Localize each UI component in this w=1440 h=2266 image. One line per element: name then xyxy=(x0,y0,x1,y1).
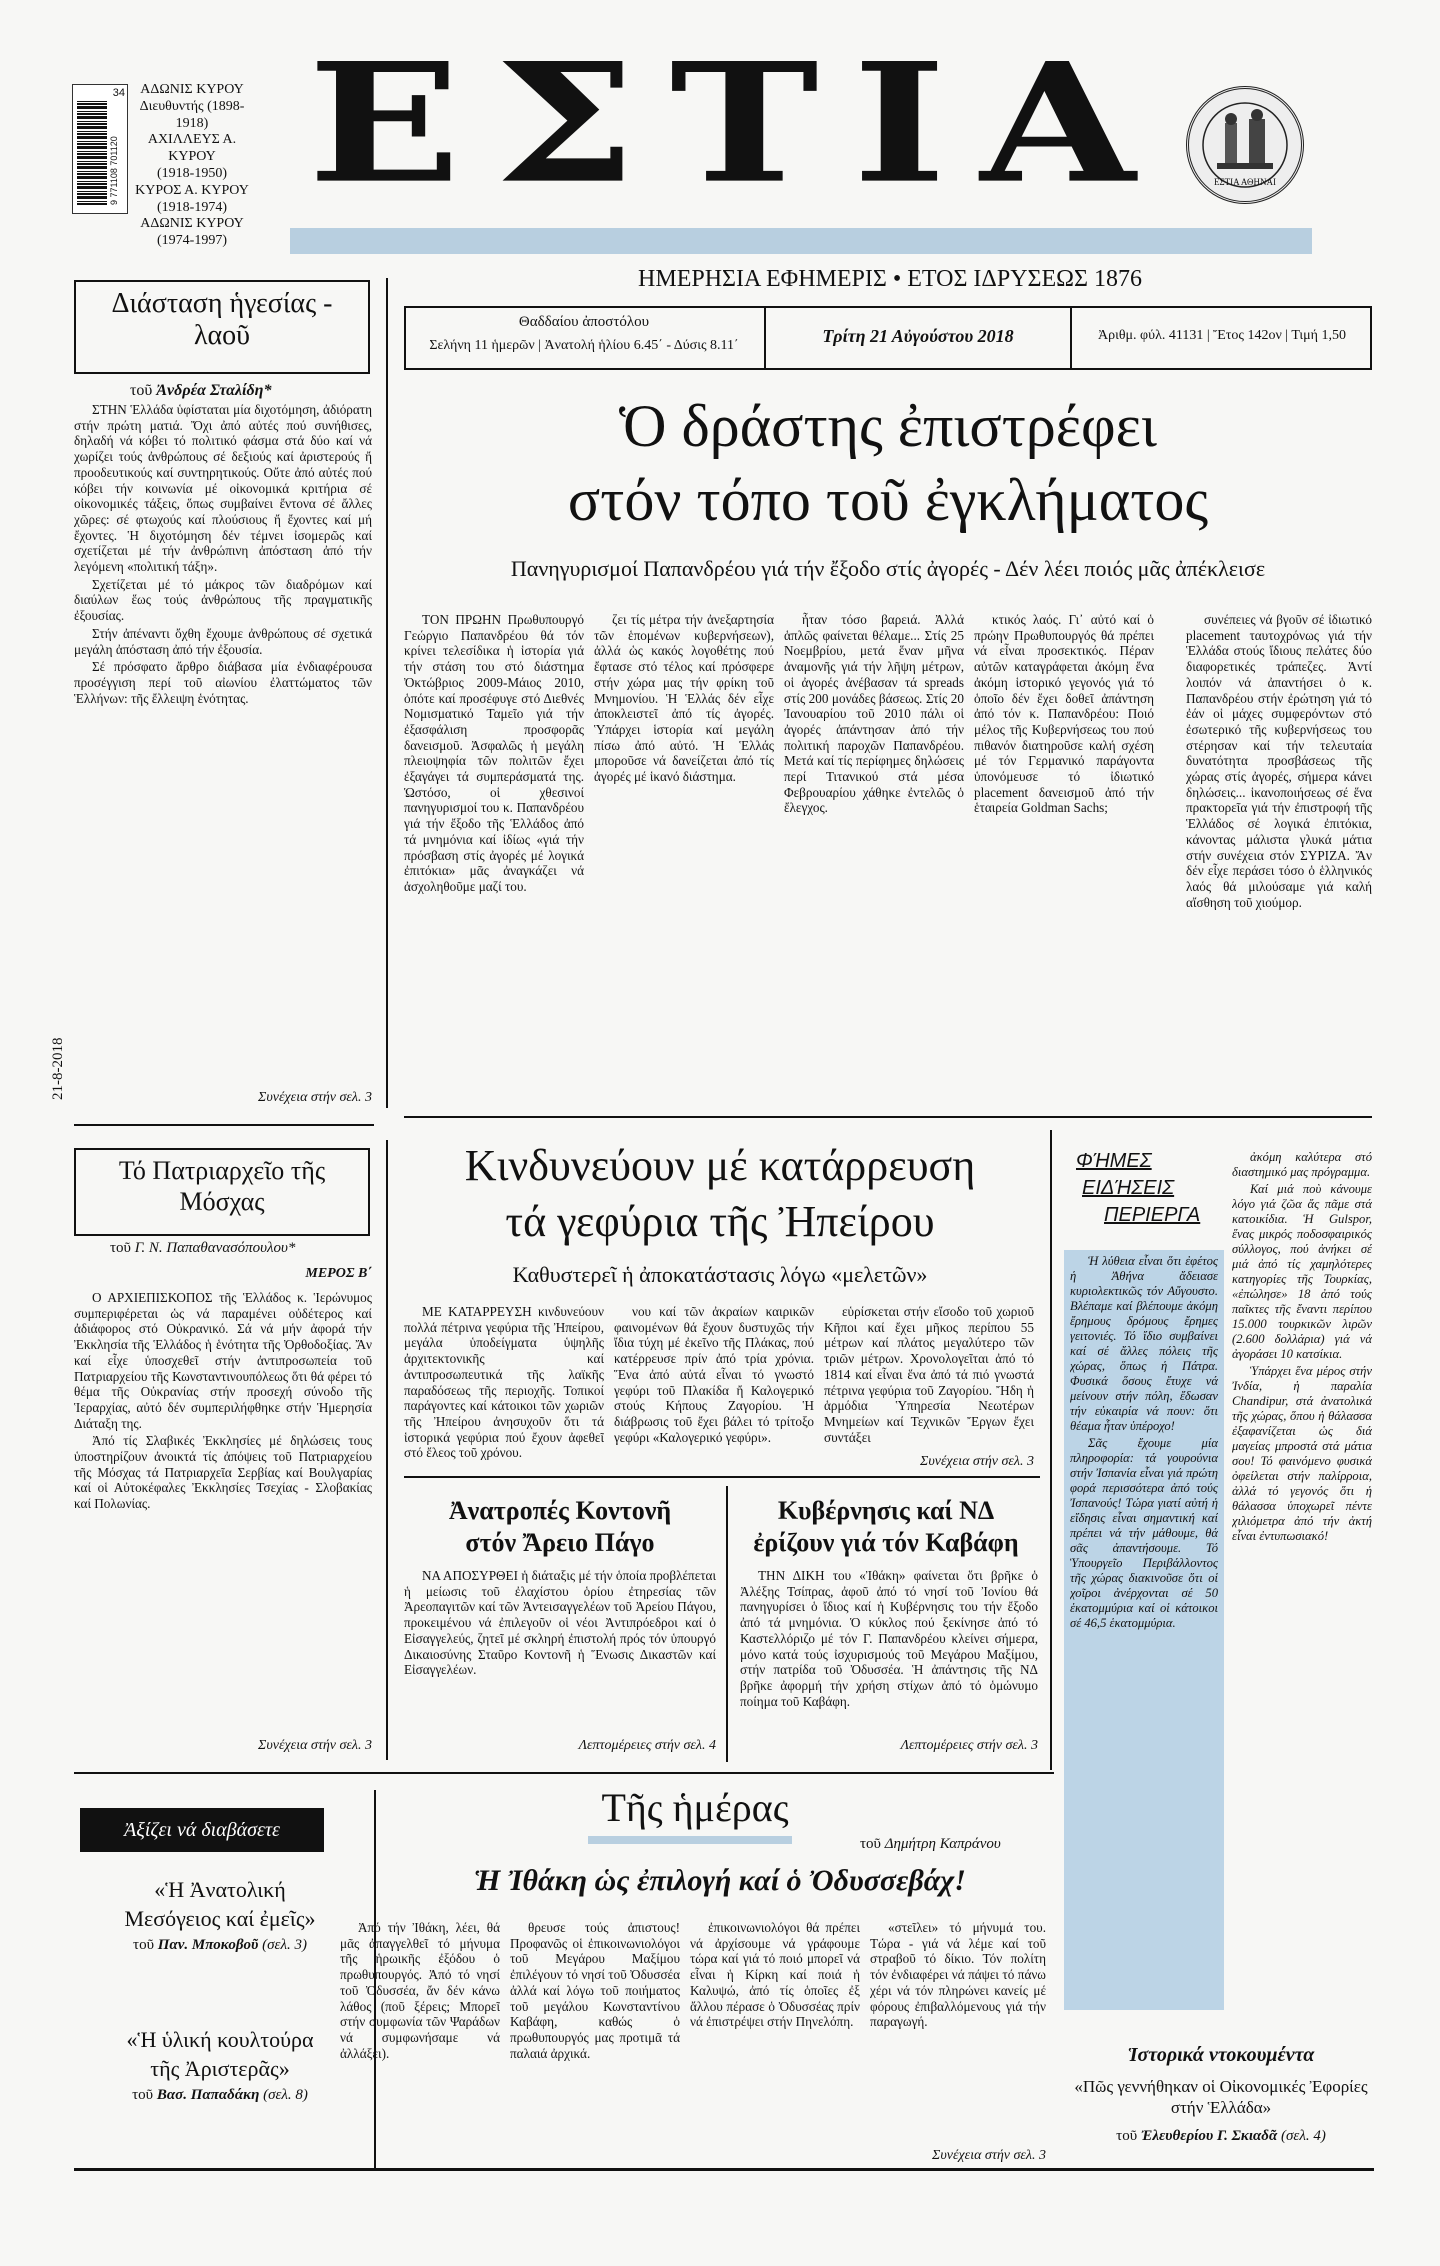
paragraph: Στήν ἀπέναντι ὄχθη ἔχουμε ἀνθρώπους σέ σχετικά μεγάλη ἀπόσταση ἀπό τήν ἐξουσία. xyxy=(74,625,372,657)
masthead-subtitle: ΗΜΕΡΗΣΙΑ ΕΦΗΜΕΡΙΣ • ΕΤΟΣ ΙΔΡΥΣΕΩΣ 1876 xyxy=(638,266,1142,292)
barcode-bars xyxy=(77,101,107,205)
paragraph: εὑρίσκεται στήν εἴσοδο τοῦ χωριοῦ Κῆποι καί ἔχει μῆκος περίπου 55 μέτρων καί πλάτος μεγαλύτερο τῶν τριῶν μέτρων. Χρονολογεῖται ἀπό τό 1814 καί εἶναι ἕνα ἀπό τά πιό γνωστά πέτρινα γεφύρια τοῦ Ζαγορίου. Ἤδη ἡ ἁρμόδια Ὑπηρεσία Νεωτέρων Μνημείων καί Τεχνικῶν Ἔργων ἔχει συντάξει xyxy=(824,1304,1034,1445)
kontoni-continued-link[interactable]: Λεπτομέρειες στήν σελ. 4 xyxy=(578,1738,716,1753)
column-divider xyxy=(386,1140,388,1760)
founder-line: (1918-1950) xyxy=(157,165,227,181)
kontoni-headline-line2: στόν Ἄρειο Πάγο xyxy=(465,1528,655,1557)
barcode-number: 9 771108 701120 xyxy=(109,136,119,205)
kavafi-headline-line2: ἐρίζουν γιά τόν Καβάφη xyxy=(753,1528,1019,1557)
rumors-right-text xyxy=(1232,1150,1372,2020)
worth-reading-label: Ἀξίζει νά διαβάσετε xyxy=(124,1819,280,1841)
bridges-column-1 xyxy=(404,1304,604,1464)
patriarchate-body xyxy=(74,1290,372,1730)
founder-line: ΑΔΩΝΙΣ ΚΥΡΟΥ xyxy=(140,82,244,97)
op-ed-title-box xyxy=(74,280,370,374)
section-rule xyxy=(404,1116,1372,1118)
lead-headline-line2: στόν τόπο τοῦ ἐγκλήματος xyxy=(567,467,1209,533)
barcode xyxy=(72,84,128,214)
lead-subhead: Πανηγυρισμοί Παπανδρέου γιά τήν ἔξοδο στίς ἀγορές - Δέν λέει ποιός μᾶς ἀπέκλεισε xyxy=(510,556,1266,581)
op-ed-title: Διάσταση ἡγεσίας - λαοῦ xyxy=(111,288,333,352)
tis-imeras-byline: τοῦ Δημήτρη Καπράνου xyxy=(860,1836,1001,1852)
paragraph: ἦταν τόσο βαρειά. Ἀλλά ἁπλῶς φαίνεται θέλαμε... Στίς 25 Νοεμβρίου, μετά ἕναν μῆνα ἀναμονῆς γιά τήν λῆψη μέτρων, οἱ ἀγορές ἀνέβασαν τά spreads στίς 200 μονάδες βάσεως. Στίς 20 Ἰανουαρίου τοῦ 2010 πάλι οἱ ἀγορές ἀπάντησαν ἀπό τήν πολιτική παροχῶν Παπανδρέου. Μετά καί τίς περίφημες δηλώσεις περί Τιτανικού στά μέσα Φεβρουαρίου χάθηκε ἐντελῶς ὁ ἔλεγχος. xyxy=(784,612,964,816)
issue-number: Ἀριθμ. φύλ. 41131 | Ἔτος 142ον | Τιμή 1,50 xyxy=(1097,328,1347,343)
paragraph: συνέπειες νά βγοῦν σέ ἰδιωτικό placement ταυτοχρόνως γιά τήν Ἑλλάδα στούς ἴδιους πελάτες δύο διαφορετικές τράπεζες. Ἀντί λοιπόν νά ἀπαντήσει ὁ κ. Παπανδρέου στήν ἐρώτηση γιά τό ἐάν οἱ μάχες συμφερόντων στό ἐσωτερικό τῆς κυβερνήσεως του στέρησαν καί τήν τελευταία δυνατότητα προσβάσεως τῆς χώρας στίς ἀγορές, σήμερα κάνει δηλώσεις... ἱκανοποιήσεως σέ ἕνα πρακτορεῖα γιά τήν ἐπιστροφή τῆς Ἑλλάδος σέ λογικά ἐπιτόκια, κάνοντας μάλιστα γλυκά μάτια στήν συνέχεια στόν ΣΥΡΙΖΑ. Ἄν δέν εἶχε περάσει τόσο ὁ ἑλληνικός λαός θά μιλούσαμε γιά καλή αἴσθηση τοῦ χιούμορ. xyxy=(1186,612,1372,910)
op-ed-author: Ἀνδρέα Σταλίδη* xyxy=(156,382,272,399)
tis-imeras-column-3 xyxy=(690,1920,860,2160)
founder-line: ΑΔΩΝΙΣ ΚΥΡΟΥ xyxy=(140,216,244,232)
paragraph: Ο ΑΡΧΙΕΠΙΣΚΟΠΟΣ τῆς Ἑλλάδος κ. Ἱερώνυμος συμπεριφέρεται ὡς νά παραμένει οὐδέτερος καί ἀδιάφορος στό Οὐκρανικό. Σά νά μήν ἀφορά τήν Ἐκκλησία τῆς Ἑλλάδος ἡ ἑνότητα τῆς Ὀρθοδοξίας. Ἄν καί εἶχε ὑποσχεθεῖ στήν ἀντιπροσωπεία τοῦ Πατριαρχείου τῆς Κωνσταντινουπόλεως ὅτι θά φέρει τό θέμα τῆς Οὐκρανίας στήν προσεχή σύνοδο τῆς Ἱεραρχίας, αὐτό δέν συμπεριλήφθηκε στήν Ἡμερησία Διάταξη της. xyxy=(74,1290,372,1431)
bridges-column-3 xyxy=(824,1304,1034,1450)
article-byline: τοῦ Βασ. Παπαδάκη (σελ. 8) xyxy=(132,2087,308,2104)
worth-reading-item-1[interactable] xyxy=(80,1876,360,1954)
tis-imeras-column-1 xyxy=(340,1920,500,2160)
lead-column-1 xyxy=(404,612,584,1102)
lead-headline-line1: Ὁ δράστης ἐπιστρέφει xyxy=(619,393,1157,459)
rumors-title-2: ΕΙΔΉΣΕΙΣ xyxy=(1082,1177,1175,1199)
article-title: «Ἡ Ἀνατολική Μεσόγειος καί ἐμεῖς» xyxy=(124,1877,316,1931)
lead-column-4 xyxy=(974,612,1154,1102)
tis-imeras-label: Τῆς ἡμέρας xyxy=(601,1785,789,1830)
patriarchate-title: Τό Πατριαρχεῖο τῆς Μόσχας xyxy=(118,1156,326,1216)
section-rule xyxy=(74,1772,1054,1774)
masthead-title: ΕΣΤΙΑ xyxy=(308,27,1170,220)
paragraph: ΤΗΝ ΔΙΚΗ του «Ἰθάκη» φαίνεται ὅτι βρῆκε ὁ Ἀλέξης Τσίπρας, ἀφοῦ ἀπό τό νησί τοῦ Ἰονίου θά πανηγυρίσει ὁ ἴδιος καί ἡ Κυβέρνησις του τήν ἔξοδο ἀπό τά μνημόνια. Ὁ κύκλος πού ξεκίνησε ἀπό τό Καστελλόριζο μέ τόν Γ. Παπανδρέου κλείνει σήμερα, μόνο κατά τούς ἰσχυρισμούς τοῦ Μεγάρου Μαξίμου, στήν πατρίδα τοῦ Ὀδυσσέα. Ἡ ἀπάντησις τῆς ΝΔ βρῆκε ἀφορμή τήν χρήση στίχων ἀπό τό ὁμώνυμο ποίημα τοῦ Καβάφη. xyxy=(740,1568,1038,1709)
column-divider xyxy=(726,1486,728,1762)
date-vertical: 21-8-2018 xyxy=(50,1037,66,1100)
moon-sun-times: Σελήνη 11 ἡμερῶν | Ἀνατολή ἡλίου 6.45΄ - Δύσις 8.11΄ xyxy=(429,338,739,353)
paragraph: Σέ πρόσφατο ἄρθρο διάβασα μία ἐνδιαφέρουσα προσέγγιση περί τοῦ αἰωνίου ἐλαττώματος τῶν Ἑλλήνων: τῆς ἔλλειψη ἑνότητας. xyxy=(74,659,372,706)
masthead-blue-band xyxy=(290,228,1312,254)
section-rule xyxy=(74,1124,374,1126)
section-rule xyxy=(404,1476,1040,1478)
bridges-headline-line1: Κινδυνεύουν μέ κατάρρευση xyxy=(464,1141,976,1190)
tis-imeras-column-2 xyxy=(510,1920,680,2160)
info-box xyxy=(404,306,1372,370)
rumors-titles xyxy=(1064,1150,1224,1227)
article-byline: τοῦ Παν. Μποκοβοῦ (σελ. 3) xyxy=(133,1937,307,1954)
paragraph: ΝΑ ΑΠΟΣΥΡΘΕΙ ἡ διάταξις μέ τήν ὁποία προβλέπεται ἡ μείωσις τοῦ ἐλαχίστου ὁρίου ἐτηρεσίας τῶν Ἀρεοπαγιτῶν καί τῶν Ἀντεισαγγελέων τοῦ Ἀρείου Πάγου, προκειμένου νά ἐπιλεγοῦν οἱ νέοι Ἀντιπρόεδροι καί ὁ Εἰσαγγελεύς, ζητεῖ μέ σκληρή ἐπιστολή πρός τόν ὑπουργό Δικαιοσύνης Σταῦρο Κοντονῆ ἡ Ἕνωσις Δικαστῶν καί Εἰσαγγελέων. xyxy=(404,1568,716,1678)
tis-imeras-continued-link[interactable]: Συνέχεια στήν σελ. 3 xyxy=(932,2148,1046,2163)
paragraph: «στεῖλει» τό μήνυμά του. Τώρα - γιά νά λέμε καί τοῦ στραβοῦ τό δίκιο. Τόν πολίτη τόν ἐνδιαφέρει νά πάψει τό πάνω χέρι νά τόν πληρώνει κανείς μέ φόρους ἐπιβαλλόμενους γιά τήν παραγωγή. xyxy=(870,1920,1046,2030)
kavafi-continued-link[interactable]: Λεπτομέρειες στήν σελ. 3 xyxy=(900,1738,1038,1753)
op-ed-body xyxy=(74,402,372,1082)
masthead-seal xyxy=(1186,86,1304,204)
rumor-item: Ἡ λύθεια εἶναι ὅτι ἐφέτος ἡ Ἀθήνα ἄδειασε κυριολεκτικῶς τόν Αὔγουστο. Βλέπαμε καί βλέπουμε ἀκόμη ἔρημους δρόμους ἔρημες γειτονιές. Τό ἴδιο συμβαίνει καί σέ ἄλλες πόλεις τῆς χώρας, ὅπως ἡ Πάτρα. Φυσικά ὅσους ἔτυχε νά μείνουν στήν πόλη, ἔδωσαν τήν εὐκαιρία νά πουν: ὅτι θέαμα ἦταν ὑπέροχο! xyxy=(1070,1254,1218,1433)
bridges-headline-line2: τά γεφύρια τῆς Ἠπείρου xyxy=(505,1197,935,1246)
bridges-column-2 xyxy=(614,1304,814,1464)
lead-column-5 xyxy=(1186,612,1372,1102)
paragraph: Ἀπό τήν Ἰθάκη, λέει, θά μᾶς ἀπαγγελθεῖ τό μήνυμα τῆς ἡρωικῆς ἐξόδου ὁ πρωθυπουργός. Ἀπό τό νησί τοῦ Ὀδυσσέα, ἄν δέν κάνω λάθος (ποῦ ξέρεις; Μπορεῖ στήν συμφωνία τῶν Ψαράδων νά συμφωνήσαμε νά ἀλλάξει). xyxy=(340,1920,500,2061)
kavafi-body xyxy=(740,1568,1038,1732)
paragraph: Ἀπό τίς Σλαβικές Ἐκκλησίες μέ δηλώσεις τους ὑποστηρίζουν ἀνοικτά τίς ἀπόψεις τοῦ Πατριαρχείου τῆς Μόσχας τά Πατριαρχεῖα Σερβίας καί Βουλγαρίας καί οἱ Αὐτοκέφαλες Ἐκκλησίες Τσεχίας - Σλοβακίας καί Πολωνίας. xyxy=(74,1433,372,1512)
paragraph: κτικός λαός. Γι᾽ αὐτό καί ὁ πρώην Πρωθυπουργός θά πρέπει νά εἶναι προσεκτικός. Πέραν αὐτῶν καταγράφεται ἀκόμη ἕνα ἀκόμη ἱστορικό γεγονός γιά τό ὁποῖο δέν ἔχει δοθεῖ ἀπάντηση ἀπό τόν κ. Παπανδρέου: Ποιό μέλος τῆς Κυβερνήσεως του πού πιθανόν διατηροῦσε καλή σχέση μέ τόν Γερμανικό παράγοντα ὑπονόμευσε τό ἰδιωτικό placement δανεισμοῦ ἀπό τήν ἑταιρεία Goldman Sachs; xyxy=(974,612,1154,816)
column-divider xyxy=(1050,1130,1052,1770)
founder-line: ΑΧΙΛΛΕΥΣ Α. ΚΥΡΟΥ xyxy=(147,132,237,165)
paragraph: Σχετίζεται μέ τό μάκρος τῶν διαδρόμων καί διαύλων ἕως τούς ἀνθρώπους τῆς πραγματικῆς ἐξουσίας. xyxy=(74,576,372,624)
kavafi-headline-line1: Κυβέρνησις καί ΝΔ xyxy=(777,1496,995,1525)
rumor-item: Σᾶς ἔχουμε μία πληροφορία: τά γουρούνια στήν Ἰσπανία εἶναι γιά πρώτη φορά περισσότερα ἀπό τούς Ἰσπανούς! Τώρα γιατί αὐτή ἡ εἴδησις εἶναι σημαντική καί πρέπει νά τήν μάθουμε, θά σᾶς ἀπαντήσουμε. Τό Ὑπουργεῖο Περιβάλλοντος τῆς χώρας διακινοῦσε ὅτι οἱ χοῖροι ἀνέρχονται σέ 50 ἑκατομμύρια καί οἱ κάτοικοι σέ 46,5 ἑκατομμύρια. xyxy=(1070,1435,1218,1630)
paragraph: ΣΤΗΝ Ἑλλάδα ὑφίσταται μία διχοτόμηση, ἀδιόρατη στήν πρώτη ματιά. Ὄχι ἀπό αὐτές πού συνήθισες, δηλαδή νά κόβει τό πολιτικό φάσμα στά δύο καί νά χωρίζει τούς ἀνθρώπους σέ δεξιούς καί ἀριστερούς ἤ προοδευτικούς καί συντηρητικούς. Οὔτε ἀπό αὐτές πού κόβει τήν κοινωνία μέ οἰκονομικά κριτήρια σέ οἰκονομικές τάξεις, ὅπως συμβαίνει ἔντονα σέ ἄλλες χῶρες: σέ φτωχούς καί πλούσιους ἤ ἔχοντες καί μή ἔχοντες. Ἡ διχοτόμηση δέν τέμνει ἰσομερῶς καί σχετίζεται μέ τήν ἀνθρώπινη ἀπόσταση ἀπό τήν λεγόμενη «πολιτική τάξη». xyxy=(74,402,372,575)
paragraph: ἐπικοινωνιολόγοι θά πρέπει νά ἀρχίσουμε νά γράφουμε τώρα καί γιά τό ποιό μπορεῖ νά εἶναι ἡ Κίρκη καί ποιά ἡ Καλυψώ, ἀπό τίς ὁποῖες ἐξ ἄλλου πέρασε ὁ Ὀδυσσέας πρίν νά ἐπιστρέψει στήν Πηνελόπη. xyxy=(690,1920,860,2030)
founder-line: (1918-1974) xyxy=(157,199,227,215)
page-bottom-rule xyxy=(74,2168,1374,2171)
patriarchate-author: Γ. Ν. Παπαθανασόπουλου* xyxy=(134,1240,296,1256)
column-divider xyxy=(386,278,388,1108)
tis-imeras-author: Δημήτρη Καπράνου xyxy=(884,1836,1001,1852)
article-title: «Ἡ ὑλική κουλτούρα τῆς Ἀριστερᾶς» xyxy=(126,2027,314,2081)
rumor-item: Καί μιά ποὺ κάνουμε λόγο γιά ζῶα ἄς πᾶμε στά κατοικίδια. Ἡ Gulspor, ἕνας μικρός ποδοσφαιρικός σύλλογος, πού ἀνήκει σέ μιά ἀπό τίς χαμηλότερες κατηγορίες τῆς Τουρκίας, «ἐπώλησε» 18 ἀπό τούς παῖκτες τῆς ἔναντι περίπου 15.000 τουρκικῶν λιρῶν (2.600 δολλάρια) γιά νά ἀγοράσει 10 κατσίκια. xyxy=(1232,1181,1372,1361)
rumors-title-1: ΦΉΜΕΣ xyxy=(1076,1150,1152,1172)
patriarchate-part: ΜΕΡΟΣ Β΄ xyxy=(305,1266,372,1281)
bridges-subhead: Καθυστερεῖ ἡ ἀποκατάστασις λόγω «μελετῶν» xyxy=(512,1262,928,1287)
barcode-issue: 34 xyxy=(112,87,125,99)
rumor-item: Ὑπάρχει ἕνα μέρος στήν Ἰνδία, ἡ παραλία Chandipur, στά ἀνατολικά τῆς χώρας, ὅπου ἡ θάλασσα ἐξαφανίζεται ὡς διά μαγείας μπροστά στά μάτια σου! Τό φαινόμενο φυσικά ὀφείλεται στήν παλίρροια, ἀλλά τό γεγονός ὅτι ἡ θάλασσα ὑποχωρεῖ πέντε χιλιόμετρα ἀπό τήν ἀκτή εἶναι ἐντυπωσιακό! xyxy=(1232,1363,1372,1543)
founder-line: Διευθυντής (1898-1918) xyxy=(139,98,245,131)
founder-line: (1974-1997) xyxy=(157,233,227,249)
patriarchate-byline xyxy=(110,1240,390,1257)
lead-column-2 xyxy=(594,612,774,1102)
op-ed-continued-link[interactable]: Συνέχεια στήν σελ. 3 xyxy=(258,1090,372,1105)
rumors-title-3: ΠΕΡΙΕΡΓΑ xyxy=(1104,1204,1201,1226)
byline-prefix: τοῦ xyxy=(130,382,153,399)
tis-imeras-underline xyxy=(588,1836,792,1844)
lead-column-3 xyxy=(784,612,964,1102)
kontoni-headline-line1: Ἀνατροπές Κοντονῆ xyxy=(448,1496,672,1525)
historical-title[interactable]: «Πῶς γεννήθηκαν οἱ Οἰκονομικές Ἐφορίες στήν Ἑλλάδα» xyxy=(1074,2077,1368,2118)
paragraph: νου καί τῶν ἀκραίων καιρικῶν φαινομένων θά ἔχουν δυστυχῶς τήν ἴδια τύχη μέ ἐκεῖνο τῆς Πλάκας, πού κατέρρευσε πρίν ἀπό τρία χρόνια. Ἕνα ἀπό αὐτά εἶναι τό γνωστό γεφύρι τοῦ Πλακίδα ἤ Καλογερικό στούς Κήπους Ζαγορίου. Ἡ διάβρωσις τοῦ ἔχει βάλει τό τρίτοξο γεφύρι «Καλογερικό γεφύρι». xyxy=(614,1304,814,1445)
op-ed-byline xyxy=(130,382,370,400)
paragraph: θρευσε τούς ἀπιστους! Προφανῶς οἱ ἐπικοινωνιολόγοι τοῦ Μεγάρου Μαξίμου ἐπιλέγουν τό νησί τοῦ Ὀδυσσέα ἀλλά καί λόγω τοῦ ποιήματος τοῦ μεγάλου Κωνσταντίνου Καβάφη, καθώς ὁ πρωθυπουργός μας προτιμᾶ τά παλαιά ἀρχικά. xyxy=(510,1920,680,2061)
historical-byline: τοῦ Ἐλευθερίου Γ. Σκιαδᾶ (σελ. 4) xyxy=(1116,2128,1326,2144)
paragraph: ΤΟΝ ΠΡΩΗΝ Πρωθυπουργό Γεώργιο Παπανδρέου θά τόν κρίνει τελεσίδικα ἡ ἱστορία γιά τήν στάση του στό διάστημα Ὀκτώβριος 2009-Μάιος 2010, ὁπότε καί προσέφυγε στό Διεθνές Νομισματικό Ταμεῖο γιά τήν ἐξασφάλιση προσφορᾶς δανεισμοῦ. Ἀσφαλῶς ἡ μεγάλη πλειοψηφία τῶν πολιτῶν ἔχει ἐξαγάγει τά συμπεράσματά της. Ὡστόσο, οἱ χθεσινοί πανηγυρισμοί του κ. Παπανδρέου γιά τήν ἔξοδο τῆς Ἑλλάδος ἀπό τά μνημόνια καί ἰδίως «γιά τήν πρόσβαση στίς ἀγορές μέ λογικά ἐπιτόκια» μᾶς ἀναγκάζει νά ἀσχοληθοῦμε μαζί του. xyxy=(404,612,584,894)
patriarchate-continued-link[interactable]: Συνέχεια στήν σελ. 3 xyxy=(258,1738,372,1753)
issue-date: Τρίτη 21 Αὐγούστου 2018 xyxy=(822,326,1014,346)
seal-text: ΕΣΤΙΑ ΑΘΗΝΑΙ xyxy=(1213,177,1277,187)
saint-of-day: Θαδδαίου ἀποστόλου xyxy=(518,314,650,330)
tis-imeras-headline: Ἡ Ἰθάκη ὡς ἐπιλογή καί ὁ Ὀδυσσεβάχ! xyxy=(474,1864,966,1897)
kontoni-body xyxy=(404,1568,716,1732)
tis-imeras-column-4 xyxy=(870,1920,1046,2140)
patriarchate-title-box xyxy=(74,1148,370,1236)
historical-label: Ἱστορικά ντοκουμέντα xyxy=(1127,2044,1315,2066)
founders-list xyxy=(130,82,254,250)
worth-reading-item-2[interactable] xyxy=(80,2026,360,2104)
paragraph: ζει τίς μέτρα τήν ἀνεξαρτησία τῶν ἑπομένων κυβερνήσεων), ἀλλά ὡς κακός λογοθέτης πού ἔφτασε στό τέλος καί πρόσφερε στήν χώρα μας τήν φρίκη τοῦ Μνημονίου. Ἡ Ἑλλάς δέν εἶχε ἀποκλειστεῖ ἀπό τίς ἀγορές. Ὑπάρχει ἱστορία καί μεγάλη πίσω ἀπό αὐτό. Ἡ Ἑλλάς μποροῦσε νά δανείζεται ἀπό τίς ἀγορές μέ ἱκανό διάστημα. xyxy=(594,612,774,785)
bridges-continued-link[interactable]: Συνέχεια στήν σελ. 3 xyxy=(920,1454,1034,1469)
rumor-item: ἀκόμη καλύτερα στό διαστημικό μας πρόγραμμα. xyxy=(1232,1150,1372,1179)
byline-prefix: τοῦ xyxy=(110,1240,131,1256)
worth-reading-label-bar xyxy=(80,1808,324,1852)
founder-line: ΚΥΡΟΣ Α. ΚΥΡΟΥ xyxy=(135,182,249,198)
rumors-left-text xyxy=(1070,1254,1218,2004)
paragraph: ΜΕ ΚΑΤΑΡΡΕΥΣΗ κινδυνεύουν πολλά πέτρινα γεφύρια τῆς Ἠπείρου, μεγάλα ὑποδείγματα ὑψηλῆς ἀρχιτεκτονικῆς καί ἀντιπροσωπευτικά τῆς λαϊκῆς παραδόσεως τῆς περιοχῆς. Τοπικοί παράγοντες καί κάτοικοι τῶν χωριῶν τῆς Ἠπείρου ἀνησυχοῦν ὅτι τά ἱστορικά γεφύρια πού ἔχουν ἀφεθεῖ στό ἔλεος τοῦ χρόνου. xyxy=(404,1304,604,1461)
